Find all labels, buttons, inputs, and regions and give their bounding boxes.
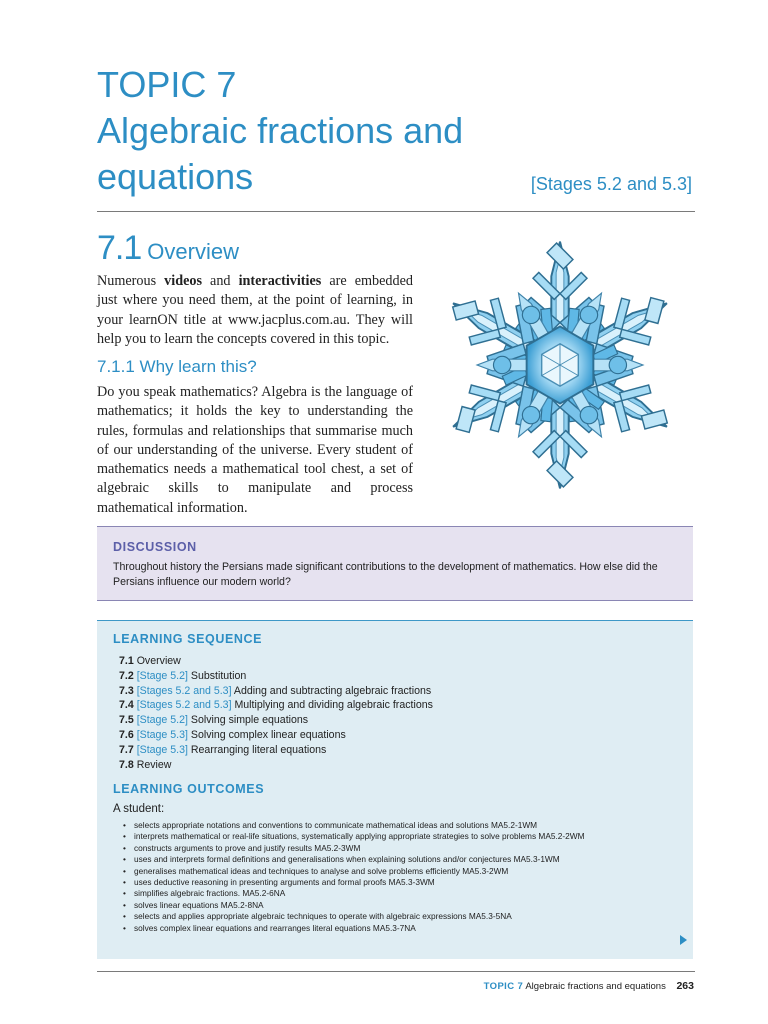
title-line-2: equations [97,156,254,197]
item-number: 7.5 [119,714,134,727]
next-page-arrow-icon[interactable] [680,935,687,945]
item-number: 7.2 [119,669,134,682]
learning-outcomes-title: LEARNING OUTCOMES [113,782,265,796]
item-number: 7.8 [119,758,134,771]
item-stage: [Stage 5.2] [136,714,188,727]
why-learn-heading: 7.1.1 Why learn this? [97,357,257,376]
item-stage: [Stages 5.2 and 5.3] [136,699,232,712]
list-item: • constructs arguments to prove and justify results MA5.2-3WM [123,843,585,854]
list-item: • interprets mathematical or real-life situations, systematically applying appropriate strategies to solve problems MA5.2-2WM [123,831,585,842]
overview-text-1: Numerous [97,273,165,289]
item-text: Overview [136,655,181,667]
item-stage: [Stage 5.2] [136,669,188,682]
learning-box [97,620,693,959]
item-number: 7.3 [119,684,134,697]
list-item [119,743,433,758]
learning-sequence-title: LEARNING SEQUENCE [113,632,263,646]
discussion-title: DISCUSSION [113,540,197,554]
item-text: Adding and subtracting algebraic fractions [231,684,432,697]
footer-divider [97,971,695,972]
item-number: 7.6 [119,728,134,741]
list-item: • solves linear equations MA5.2-8NA [123,900,585,911]
footer-title: Algebraic fractions and equations [525,981,666,992]
item-text: Rearranging literal equations [187,743,327,756]
topic-label: TOPIC 7 [97,64,237,105]
item-stage: [Stages 5.2 and 5.3] [136,684,232,697]
list-item [119,698,433,713]
section-number: 7.1 [97,229,142,267]
list-item [119,758,433,773]
overview-text-3: are embedded just where you need them, at the point of learning, in your learnON title at www.jacplus.com.au. They will help you to learn the concepts covered in this topic. [97,273,413,347]
header-divider [97,211,695,212]
list-item: • simplifies algebraic fractions. MA5.2-6NA [123,888,585,899]
list-item [119,684,433,699]
title-line-1: Algebraic fractions and [97,110,464,151]
list-item: • uses deductive reasoning in presenting arguments and formal proofs MA5.3-3WM [123,877,585,888]
videos-bold: videos [164,273,202,289]
item-number: 7.7 [119,743,134,756]
stages-label: [Stages 5.2 and 5.3] [530,174,692,194]
item-text: Substitution [187,669,247,682]
list-item: • uses and interprets formal definitions and generalisations when explaining solutions and/or conjectures MA5.3-1WM [123,854,585,865]
list-item: • selects and applies appropriate algebraic techniques to operate with algebraic expressions MA5.3-5NA [123,911,585,922]
list-item: • selects appropriate notations and conventions to communicate mathematical ideas and solutions MA5.2-1WM [123,820,585,831]
learning-outcomes-intro: A student: [113,803,165,815]
learning-sequence-list [119,654,433,772]
item-stage: [Stage 5.3] [136,743,188,756]
list-item [119,654,433,669]
overview-paragraph [97,272,413,349]
item-text: Review [136,758,172,771]
item-number: 7.1 [119,655,134,667]
overview-text-2: and [202,273,239,289]
footer-topic: TOPIC 7 [483,981,524,992]
item-number: 7.4 [119,699,134,712]
learning-outcomes-list [123,820,585,934]
interactivities-bold: interactivities [238,273,322,289]
list-item [119,713,433,728]
discussion-text: Throughout history the Persians made significant contributions to the development of mathematics. How else did the Persians influence our modern world? [113,561,658,588]
page-title [97,108,557,200]
section-heading-overview [97,228,239,275]
why-learn-paragraph: Do you speak mathematics? Algebra is the language of mathematics; it holds the key to understanding the rules, formulas and relationships that summarise much of our understanding of the universe. Every student of mathematics needs a mathematical tool chest, a set of algebraic skills to manipulate and process mathematical information. [97,384,413,516]
list-item: • generalises mathematical ideas and techniques to analyse and solve problems efficiently MA5.3-2WM [123,866,585,877]
item-text: Solving complex linear equations [187,728,346,741]
item-text: Multiplying and dividing algebraic fractions [231,699,433,712]
snowflake-icon [425,226,695,504]
list-item [119,669,433,684]
list-item [119,728,433,743]
page-number: 263 [676,980,694,992]
section-title: Overview [147,239,239,264]
item-text: Solving simple equations [187,714,309,727]
page-footer [484,980,694,992]
discussion-box [97,526,693,601]
list-item: • solves complex linear equations and rearranges literal equations MA5.3-7NA [123,923,585,934]
item-stage: [Stage 5.3] [136,728,188,741]
